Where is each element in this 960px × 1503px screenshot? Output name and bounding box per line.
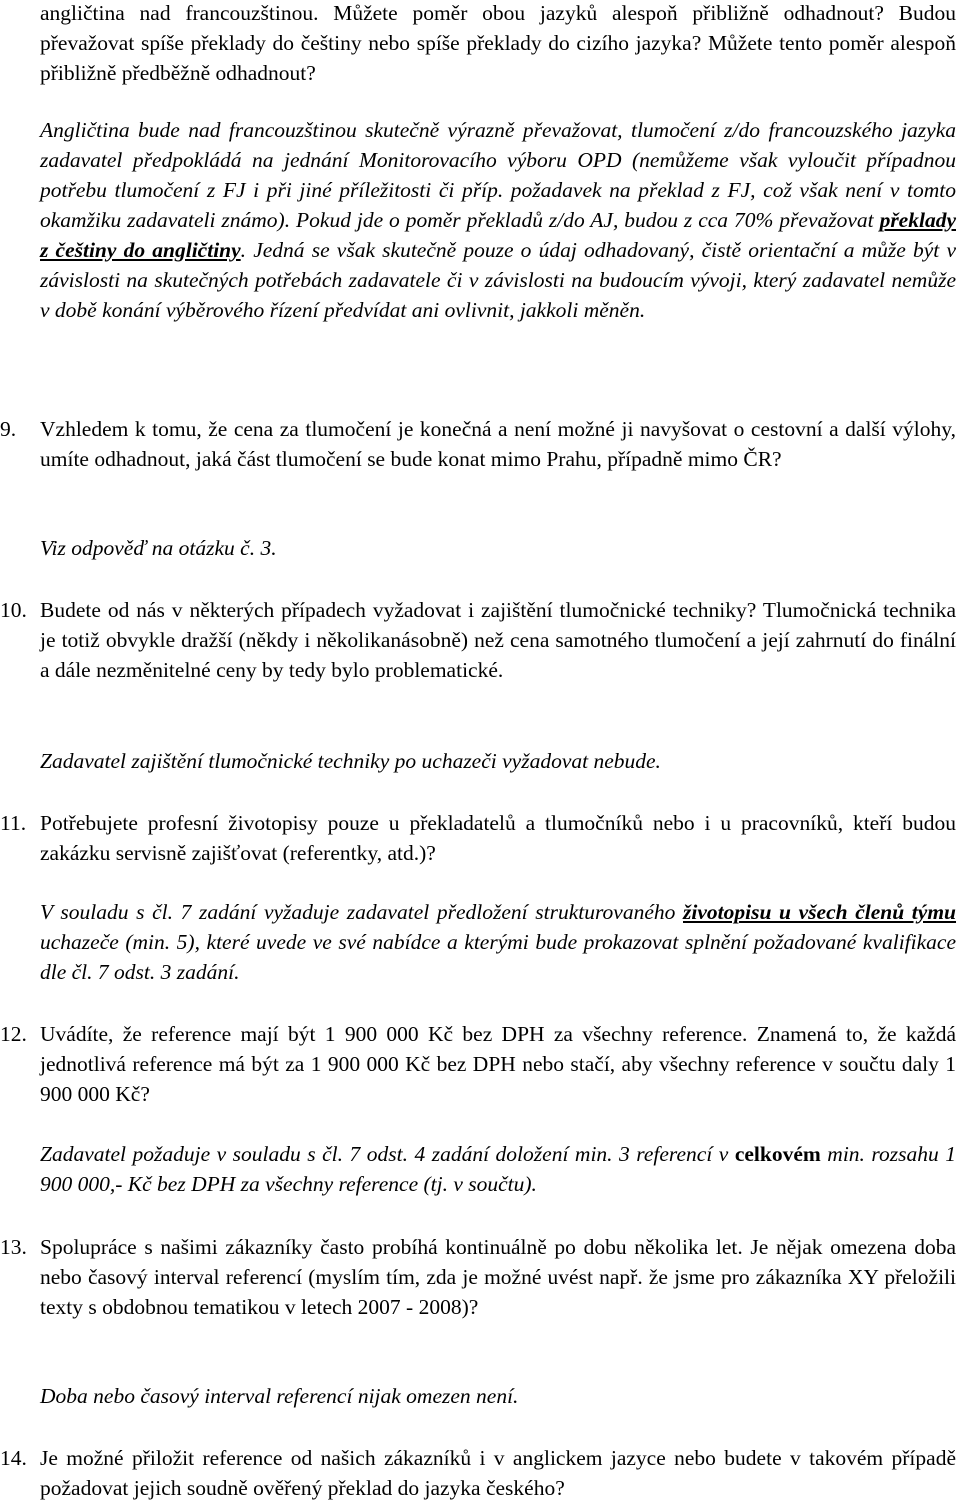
q13-question: Spolupráce s našimi zákazníky často probíhá kontinuálně po dobu několika let. Je nějak omezena doba nebo časový interval referencí (myslím tím, zda je možné uvést např. že jsme pro zákazníka XY přeložili texty s obdobnou tematikou v letech 2007 - 2008)? [40, 1235, 956, 1319]
intro-paragraph: angličtina nad francouzštinou. Můžete poměr obou jazyků alespoň přibližně odhadnout? Budou převažovat spíše překlady do češtiny nebo spíše překlady do cizího jazyka? Můžete tento poměr alespoň přibližně předběžně odhadnout? [40, 1, 956, 85]
q9-answer: Viz odpověď na otázku č. 3. [40, 536, 277, 560]
q11-answer [40, 897, 956, 987]
answer-8-bold: překlady z češtiny do angličtiny [40, 208, 956, 262]
q12-answer [40, 1139, 956, 1199]
q11-number: 11. [0, 811, 27, 835]
q10-question: Budete od nás v některých případech vyžadovat i zajištění tlumočnické techniky? Tlumočnická technika je totiž obvykle dražší (někdy i několikanásobně) než cena samotného tlumočení a její zahrnutí do finální a dále nezměnitelné ceny by tedy bylo problematické. [40, 598, 956, 682]
q12-answer-part1: Zadavatel požaduje v souladu s čl. 7 odst. 4 zadání doložení min. 3 referencí v [40, 1142, 735, 1166]
answer-8-part1: Angličtina bude nad francouzštinou skutečně výrazně převažovat, tlumočení z/do francouzského jazyka zadavatel předpokládá na jednání Monitorovacího výboru OPD (nemůžeme však vyloučit případnou potřebu tlumočení z FJ i při jiné příležitosti či příp. požadavek na překlad z FJ, což však není v tomto okamžiku zadavateli známo). Pokud jde o poměr překladů z/do AJ, budou z cca 70% převažovat [40, 118, 956, 232]
q11-answer-part1: V souladu s čl. 7 zadání vyžaduje zadavatel předložení strukturovaného [40, 900, 683, 924]
answer-8 [40, 115, 956, 325]
q11-question: Potřebujete profesní životopisy pouze u překladatelů a tlumočníků nebo i u pracovníků, kteří budou zakázku servisně zajišťovat (referentky, atd.)? [40, 811, 956, 865]
q13-number: 13. [0, 1235, 27, 1259]
q14-number: 14. [0, 1446, 27, 1470]
q11-answer-bold: životopisu u všech členů týmu [683, 900, 957, 924]
q12-number: 12. [0, 1022, 27, 1046]
q9-question: Vzhledem k tomu, že cena za tlumočení je konečná a není možné ji navyšovat o cestovní a další výlohy, umíte odhadnout, jaká část tlumočení se bude konat mimo Prahu, případně mimo ČR? [40, 417, 956, 471]
q10-number: 10. [0, 598, 27, 622]
q14-question: Je možné přiložit reference od našich zákazníků i v anglickem jazyce nebo budete v takovém případě požadovat jejich soudně ověřený překlad do jazyka českého? [40, 1446, 956, 1500]
q9-number: 9. [0, 417, 17, 441]
q13-answer: Doba nebo časový interval referencí nijak omezen není. [40, 1384, 519, 1408]
q10-answer: Zadavatel zajištění tlumočnické techniky po uchazeči vyžadovat nebude. [40, 749, 661, 773]
q12-answer-bold: celkovém [734, 1142, 821, 1166]
answer-8-part2: . Jedná se však skutečně pouze o údaj odhadovaný, čistě orientační a může být v závislosti na skutečných potřebách zadavatele či v závislosti na budoucím vývoji, který zadavatel nemůže v době konání výběrového řízení předvídat ani ovlivnit, jakkoli měněn. [40, 238, 956, 322]
q11-answer-part2: uchazeče (min. 5), které uvede ve své nabídce a kterými bude prokazovat splnění požadované kvalifikace dle čl. 7 odst. 3 zadání. [40, 930, 956, 984]
q12-answer-part2: min. rozsahu 1 900 000,- Kč bez DPH za všechny reference (tj. v součtu). [40, 1142, 956, 1196]
q12-question: Uvádíte, že reference mají být 1 900 000 Kč bez DPH za všechny reference. Znamená to, že každá jednotlivá reference má být za 1 900 000 Kč bez DPH nebo stačí, aby všechny reference v součtu daly 1 900 000 Kč? [40, 1022, 956, 1106]
